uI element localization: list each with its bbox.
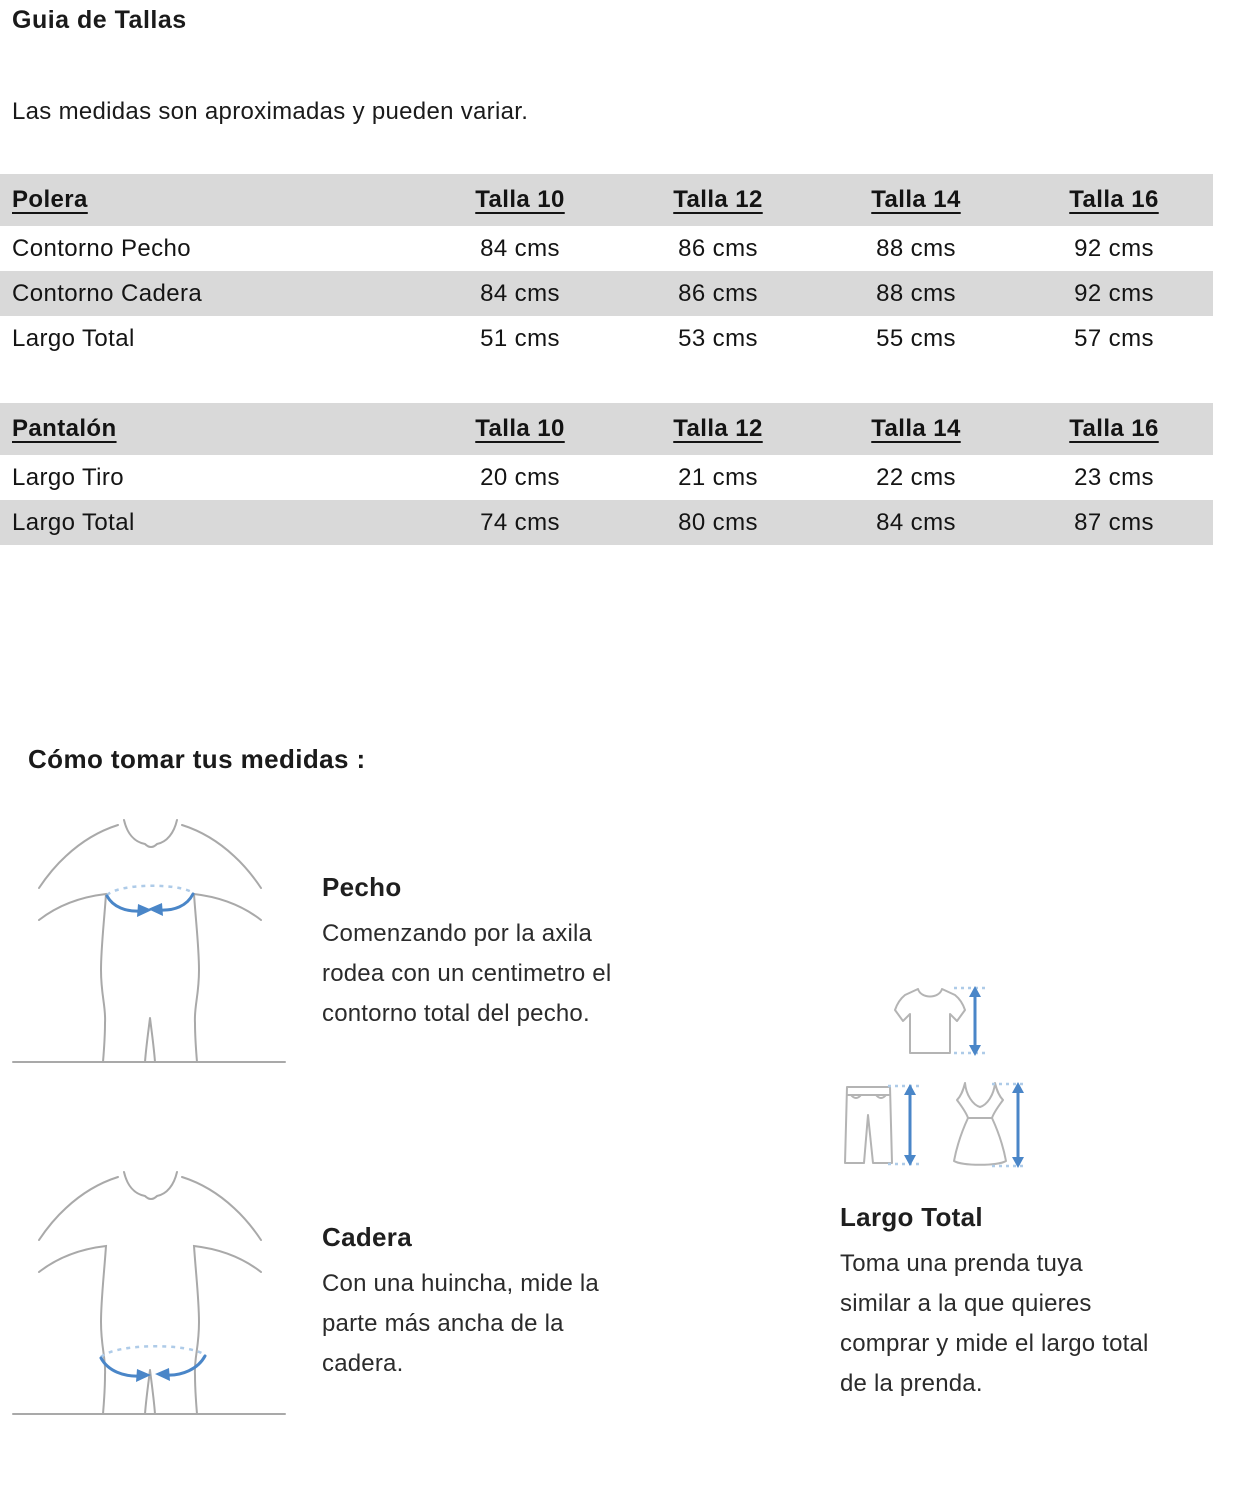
measurement-value: 53 cms [678,324,758,352]
body-back-figure [5,1150,290,1420]
body-front-figure [5,798,290,1068]
measurement-value: 74 cms [480,508,560,536]
category-header: Pantalón [12,415,117,442]
polera-size-table [0,174,1213,361]
measurement-value: 51 cms [480,324,560,352]
largo-total-line: comprar y mide el largo total [840,1330,1149,1357]
largo-total-instructions [840,1202,1149,1404]
hip-measure-tape-icon [101,1346,205,1382]
pants-icon [845,1087,892,1163]
dress-icon [954,1083,1006,1165]
table-row [0,316,1213,361]
size-column-header: Talla 16 [1069,415,1159,442]
largo-total-line: Toma una prenda tuya [840,1250,1083,1277]
table-row [0,271,1213,316]
measurement-value: 22 cms [876,463,956,491]
cadera-line: parte más ancha de la [322,1310,564,1337]
largo-total-title: Largo Total [840,1202,983,1232]
row-label: Contorno Cadera [12,279,203,307]
pantalon-size-table [0,403,1213,545]
pecho-line: rodea con un centimetro el [322,960,612,987]
size-column-header: Talla 10 [475,415,565,442]
measurement-value: 55 cms [876,324,956,352]
measurement-value: 87 cms [1074,508,1154,536]
row-label: Largo Total [12,508,135,536]
cadera-line: Con una huincha, mide la [322,1270,599,1297]
measurement-value: 80 cms [678,508,758,536]
size-column-header: Talla 12 [673,186,763,213]
measurement-value: 88 cms [876,279,956,307]
measurement-value: 23 cms [1074,463,1154,491]
largo-total-line: similar a la que quieres [840,1290,1092,1317]
measurement-value: 21 cms [678,463,758,491]
page-title: Guia de Tallas [12,6,187,34]
pecho-instructions [322,872,611,1034]
size-column-header: Talla 12 [673,415,763,442]
tshirt-icon [895,989,965,1053]
measurement-value: 84 cms [876,508,956,536]
measurement-value: 86 cms [678,234,758,262]
measurement-value: 92 cms [1074,234,1154,262]
pecho-line: contorno total del pecho. [322,1000,590,1027]
measurement-value: 88 cms [876,234,956,262]
row-label: Largo Total [12,324,135,352]
row-label: Largo Tiro [12,463,125,491]
measure-section-heading: Cómo tomar tus medidas : [28,744,366,774]
pecho-line: Comenzando por la axila [322,920,593,947]
largo-total-line: de la prenda. [840,1370,983,1397]
table-header-row [0,403,1213,455]
page-subtitle: Las medidas son aproximadas y pueden variar. [12,98,529,125]
cadera-line: cadera. [322,1350,404,1377]
size-column-header: Talla 16 [1069,186,1159,213]
measurement-value: 84 cms [480,234,560,262]
category-header: Polera [12,186,88,213]
garment-length-icons [840,975,1035,1175]
chest-measure-tape-icon [107,886,193,917]
measurement-value: 57 cms [1074,324,1154,352]
table-row [0,455,1213,500]
measurement-value: 84 cms [480,279,560,307]
table-row [0,500,1213,545]
pecho-title: Pecho [322,872,402,902]
size-column-header: Talla 10 [475,186,565,213]
row-label: Contorno Pecho [12,234,192,262]
measurement-value: 20 cms [480,463,560,491]
cadera-title: Cadera [322,1222,412,1252]
cadera-instructions [322,1222,599,1384]
table-header-row [0,174,1213,226]
measurement-value: 86 cms [678,279,758,307]
vertical-measure-arrow-icon [888,986,1026,1168]
size-column-header: Talla 14 [871,186,961,213]
table-row [0,226,1213,271]
size-column-header: Talla 14 [871,415,961,442]
measurement-value: 92 cms [1074,279,1154,307]
